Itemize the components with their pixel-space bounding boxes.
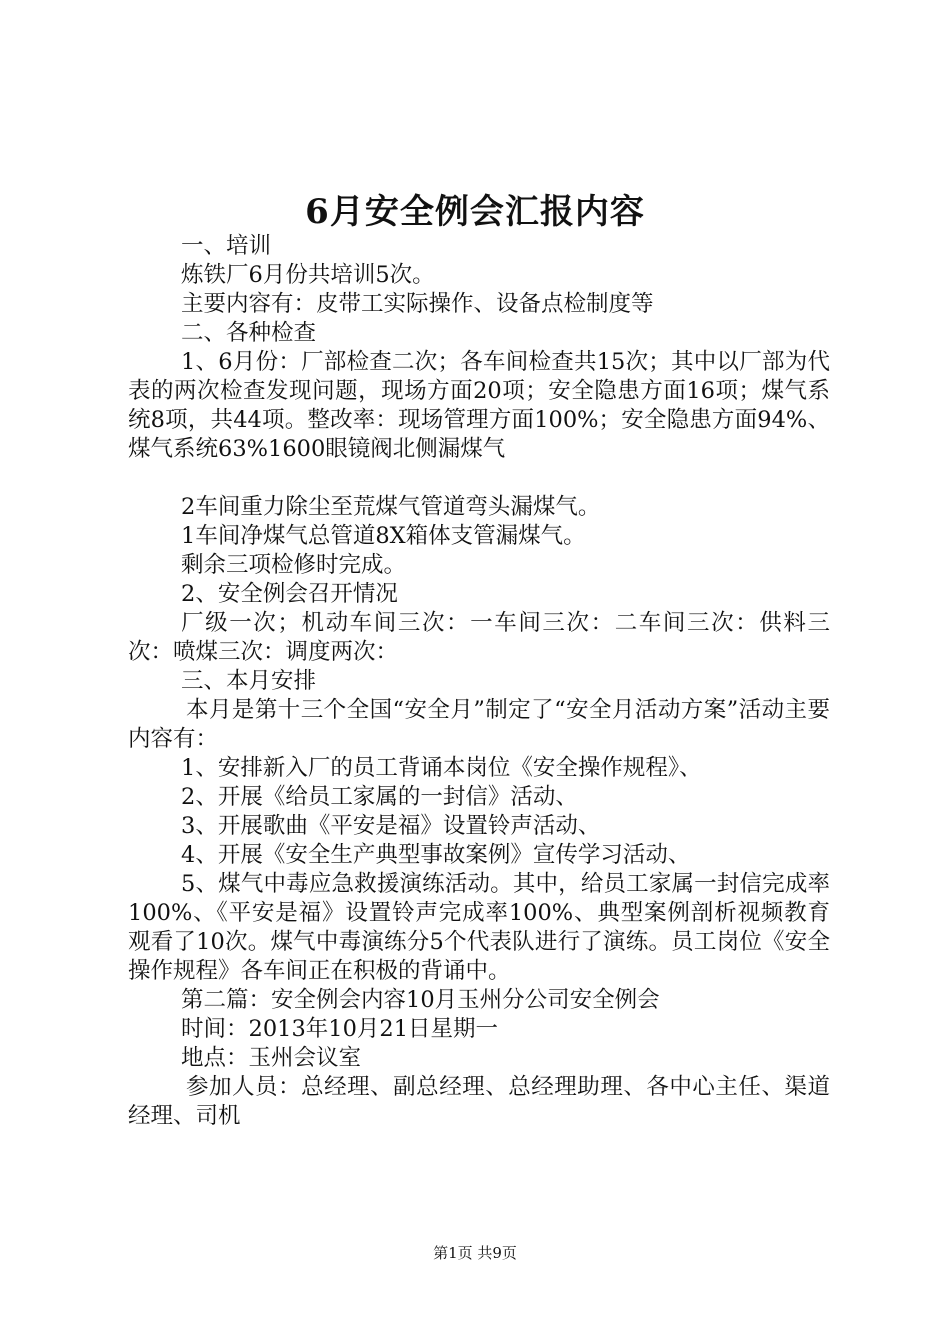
paragraph: 剩余三项检修时完成。	[181, 552, 407, 578]
paragraph: 厂级一次；机动车间三次：一车间三次：二车间三次：供料三次：喷煤三次：调度两次：	[128, 610, 830, 665]
document-title: 6月安全例会汇报内容	[305, 192, 645, 232]
list-item: 2、开展《给员工家属的一封信》活动、	[181, 784, 578, 810]
section-heading-training: 一、培训	[181, 233, 272, 259]
document-body	[128, 232, 830, 1131]
paragraph: 时间：2013年10月21日星期一	[181, 1016, 499, 1042]
paragraph: 地点：玉州会议室	[181, 1045, 362, 1071]
paragraph: 参加人员：总经理、副总经理、总经理助理、各中心主任、渠道经理、司机	[128, 1074, 830, 1129]
paragraph: 本月是第十三个全国“安全月”制定了“安全月活动方案”活动主要内容有：	[128, 697, 830, 752]
paragraph: 2车间重力除尘至荒煤气管道弯头漏煤气。	[181, 494, 601, 520]
section-heading-inspections: 二、各种检查	[181, 320, 317, 346]
paragraph: 2、安全例会召开情况	[181, 581, 398, 607]
paragraph: 1、6月份：厂部检查二次；各车间检查共15次；其中以厂部为代表的两次检查发现问题，现场方面20项；安全隐患方面16项；煤气系统8项，共44项。整改率：现场管理方面100%；安全隐患方面94%、煤气系统63%1600眼镜阀北侧漏煤气	[128, 349, 830, 462]
list-item: 4、开展《安全生产典型事故案例》宣传学习活动、	[181, 842, 691, 868]
list-item: 3、开展歌曲《平安是福》设置铃声活动、	[181, 813, 601, 839]
paragraph: 炼铁厂6月份共培训5次。	[181, 262, 435, 288]
paragraph: 主要内容有：皮带工实际操作、设备点检制度等	[181, 291, 654, 317]
paragraph: 1车间净煤气总管道8X箱体支管漏煤气。	[181, 523, 586, 549]
list-item: 5、煤气中毒应急救援演练活动。其中，给员工家属一封信完成率100%、《平安是福》设置铃声完成率100%、典型案例剖析视频教育观看了10次。煤气中毒演练分5个代表队进行了演练。员工岗位《安全操作规程》各车间正在积极的背诵中。	[128, 871, 830, 984]
paragraph: 第二篇：安全例会内容10月玉州分公司安全例会	[181, 987, 660, 1013]
list-item: 1、安排新入厂的员工背诵本岗位《安全操作规程》、	[181, 755, 702, 781]
blank-line	[128, 464, 830, 493]
section-heading-plan: 三、本月安排	[181, 668, 317, 694]
page-footer: 第1页 共9页	[433, 1244, 517, 1262]
